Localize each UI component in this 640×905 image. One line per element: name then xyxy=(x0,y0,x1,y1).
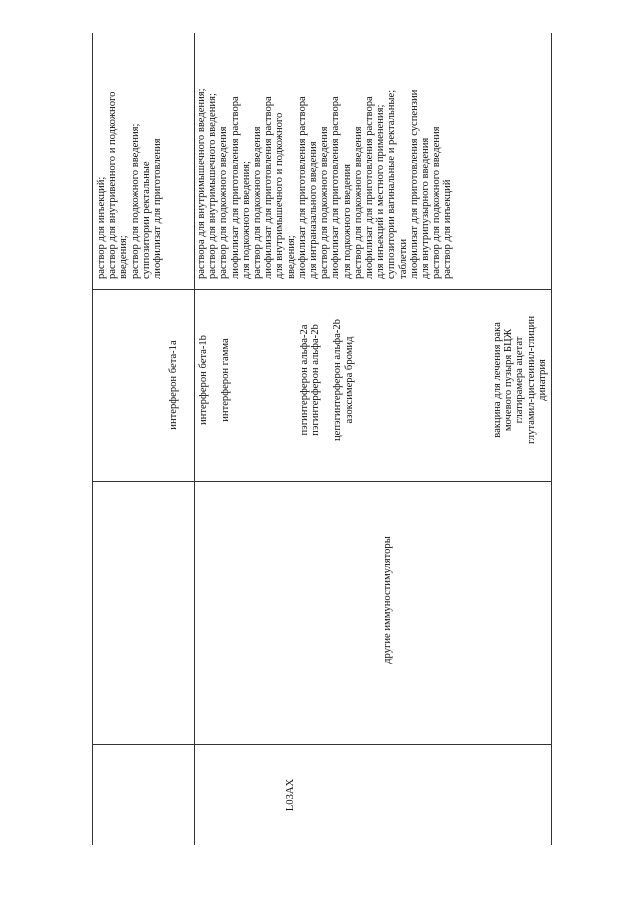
dosage-form-line: введения; xyxy=(118,235,130,279)
dosage-form-line: раствор для подкожного введения xyxy=(218,126,230,279)
table-top-border xyxy=(92,33,93,845)
dosage-form-line: лиофилизат для приготовления раствора xyxy=(296,96,308,279)
column-divider-code xyxy=(92,744,552,745)
drug-name xyxy=(321,290,332,470)
dosage-form-line: раствор для подкожного введения xyxy=(431,126,443,279)
dosage-form-line: для внутримышечного и подкожного xyxy=(274,112,286,279)
dosage-form-line: для внутрипузырного введения xyxy=(420,137,432,279)
drug-name: пэгинтерферон альфа-2a xyxy=(298,324,310,436)
dosage-form-line: лиофилизат для приготовления раствора xyxy=(229,96,241,279)
dosage-form-line: лиофилизат для приготовления xyxy=(152,138,164,279)
dosage-form-line: лиофилизат для приготовления раствора xyxy=(263,96,275,279)
atc-code: L03AX xyxy=(285,778,296,812)
drug-name xyxy=(288,290,299,470)
drug-name: интерферон гамма xyxy=(220,338,232,422)
dosage-form-line: лиофилизат для приготовления раствора xyxy=(364,96,376,279)
dosage-form-line: для подкожного введения; xyxy=(240,161,252,279)
drug-name: азоксимера бромид xyxy=(343,336,355,424)
drug-name: интерферон бета-1b xyxy=(198,335,209,425)
drug-name: пэгинтерферон альфа-2b xyxy=(309,324,321,436)
dosage-form-line: лиофилизат для приготовления суспензии xyxy=(408,89,420,279)
dosage-forms-row1 xyxy=(96,92,163,279)
drug-name: мочевого пузыря БЦЖ xyxy=(503,328,515,432)
dosage-form-line: раствора для внутримышечного введения; xyxy=(196,88,207,279)
dosage-forms-row2 xyxy=(196,88,454,279)
drug-name: цепэгинтерферон альфа-2b xyxy=(332,319,344,441)
column-divider-group xyxy=(92,481,552,482)
dosage-form-line: раствор для инъекций xyxy=(442,179,454,279)
dosage-form-line: раствор для подкожного введения xyxy=(252,126,264,279)
dosage-form-line: суппозитории вагинальные и ректальные; xyxy=(386,89,398,279)
dosage-form-line: раствор для подкожного введения; xyxy=(129,123,141,279)
drug-name: глатирамера ацетат xyxy=(514,336,526,424)
dosage-form-line: лиофилизат для приготовления раствора xyxy=(330,96,342,279)
drug-name: динатрия xyxy=(536,359,548,401)
group-name: другие иммуностимуляторы xyxy=(382,536,393,664)
drug-name xyxy=(232,290,243,470)
dosage-form-line: для инъекций и местного применения; xyxy=(375,104,387,279)
drug-name xyxy=(265,290,276,470)
row-divider xyxy=(194,33,195,845)
drug-name xyxy=(276,290,287,470)
dosage-form-line: для подкожного введения xyxy=(341,163,353,279)
drug-name xyxy=(254,290,265,470)
dosage-form-line: раствор для инъекций; xyxy=(96,176,107,279)
drug-name: глутамил-цистеинил-глицин xyxy=(525,316,537,445)
dosage-form-line: раствор для подкожного введения xyxy=(352,126,364,279)
table-sheet xyxy=(92,33,552,845)
drug-names-row2-bottom xyxy=(492,290,548,470)
rotated-table xyxy=(92,33,552,845)
dosage-form-line: таблетки xyxy=(397,238,409,279)
dosage-form-line: для интраназального введения xyxy=(308,141,320,279)
drug-name: вакцина для лечения рака xyxy=(492,322,503,438)
dosage-form-line: раствор для внутримышечного введения; xyxy=(207,93,219,279)
dosage-form-line: суппозитории ректальные xyxy=(140,161,152,279)
dosage-form-line: введения; xyxy=(285,235,297,279)
drug-name xyxy=(243,290,254,470)
dosage-form-line: раствор для внутривенного и подкожного xyxy=(107,91,119,279)
drug-name xyxy=(209,290,220,470)
drug-name-interferon-beta-1a: интерферон бета-1a xyxy=(168,340,179,430)
table-bottom-border xyxy=(551,33,552,845)
drug-names-row2 xyxy=(198,290,355,470)
dosage-form-line: раствор для подкожного введения xyxy=(319,126,331,279)
